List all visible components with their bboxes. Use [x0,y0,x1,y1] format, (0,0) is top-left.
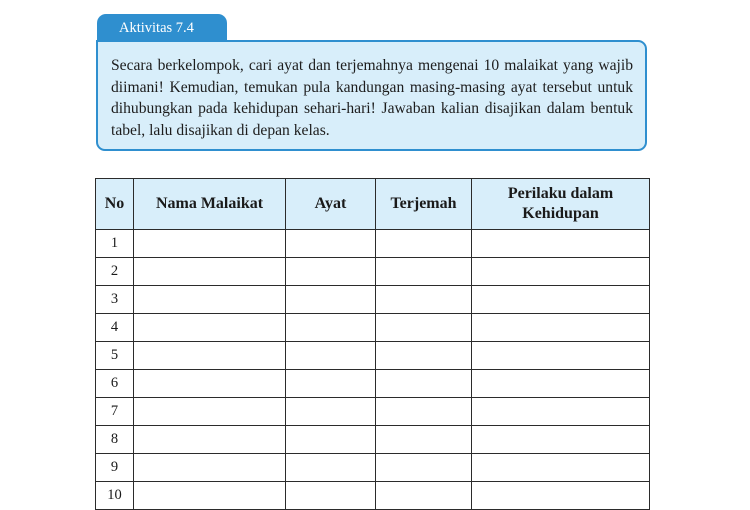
cell-terjemah [376,258,472,286]
cell-ayat [286,370,376,398]
cell-ayat [286,286,376,314]
cell-terjemah [376,426,472,454]
cell-terjemah [376,482,472,510]
cell-perilaku [472,286,650,314]
cell-no: 9 [96,454,134,482]
cell-ayat [286,426,376,454]
cell-nama-malaikat [134,314,286,342]
cell-ayat [286,482,376,510]
cell-terjemah [376,230,472,258]
cell-perilaku [472,482,650,510]
table-row [96,230,650,258]
cell-no: 8 [96,426,134,454]
header-terjemah: Terjemah [376,179,472,230]
cell-nama-malaikat [134,398,286,426]
activity-instructions: Secara berkelompok, cari ayat dan terjemahnya mengenai 10 malaikat yang wajib diimani! Kemudian, temukan pula kandungan masing-masing ayat tersebut untuk dihubungkan pada kehidupan sehari-hari! Jawaban kalian disajikan dalam bentuk tabel, lalu disajikan di depan kelas. [111,57,633,139]
cell-nama-malaikat [134,286,286,314]
cell-ayat [286,230,376,258]
cell-nama-malaikat [134,230,286,258]
cell-nama-malaikat [134,454,286,482]
cell-terjemah [376,398,472,426]
cell-nama-malaikat [134,342,286,370]
cell-no: 3 [96,286,134,314]
cell-ayat [286,314,376,342]
cell-perilaku [472,454,650,482]
cell-perilaku [472,370,650,398]
table-row [96,314,650,342]
header-perilaku: Perilaku dalam Kehidupan [472,179,650,230]
cell-ayat [286,454,376,482]
header-no: No [96,179,134,230]
cell-no: 1 [96,230,134,258]
cell-perilaku [472,314,650,342]
cell-terjemah [376,454,472,482]
activity-tab-label: Aktivitas 7.4 [97,14,227,42]
cell-perilaku [472,398,650,426]
cell-nama-malaikat [134,370,286,398]
table-row [96,258,650,286]
header-nama-malaikat: Nama Malaikat [134,179,286,230]
activity-box [96,40,647,151]
cell-terjemah [376,286,472,314]
cell-perilaku [472,258,650,286]
cell-no: 6 [96,370,134,398]
cell-ayat [286,398,376,426]
cell-perilaku [472,230,650,258]
cell-no: 7 [96,398,134,426]
cell-nama-malaikat [134,426,286,454]
cell-terjemah [376,370,472,398]
cell-ayat [286,342,376,370]
cell-no: 10 [96,482,134,510]
table-row [96,454,650,482]
table-row [96,286,650,314]
table-row [96,426,650,454]
cell-terjemah [376,342,472,370]
table-row [96,398,650,426]
cell-no: 2 [96,258,134,286]
cell-ayat [286,258,376,286]
cell-nama-malaikat [134,482,286,510]
cell-no: 5 [96,342,134,370]
answer-table [95,178,650,510]
table-body [96,230,650,510]
cell-perilaku [472,342,650,370]
header-ayat: Ayat [286,179,376,230]
table-row [96,482,650,510]
cell-nama-malaikat [134,258,286,286]
cell-perilaku [472,426,650,454]
cell-no: 4 [96,314,134,342]
cell-terjemah [376,314,472,342]
table-header-row [96,179,650,230]
table-row [96,342,650,370]
table-row [96,370,650,398]
